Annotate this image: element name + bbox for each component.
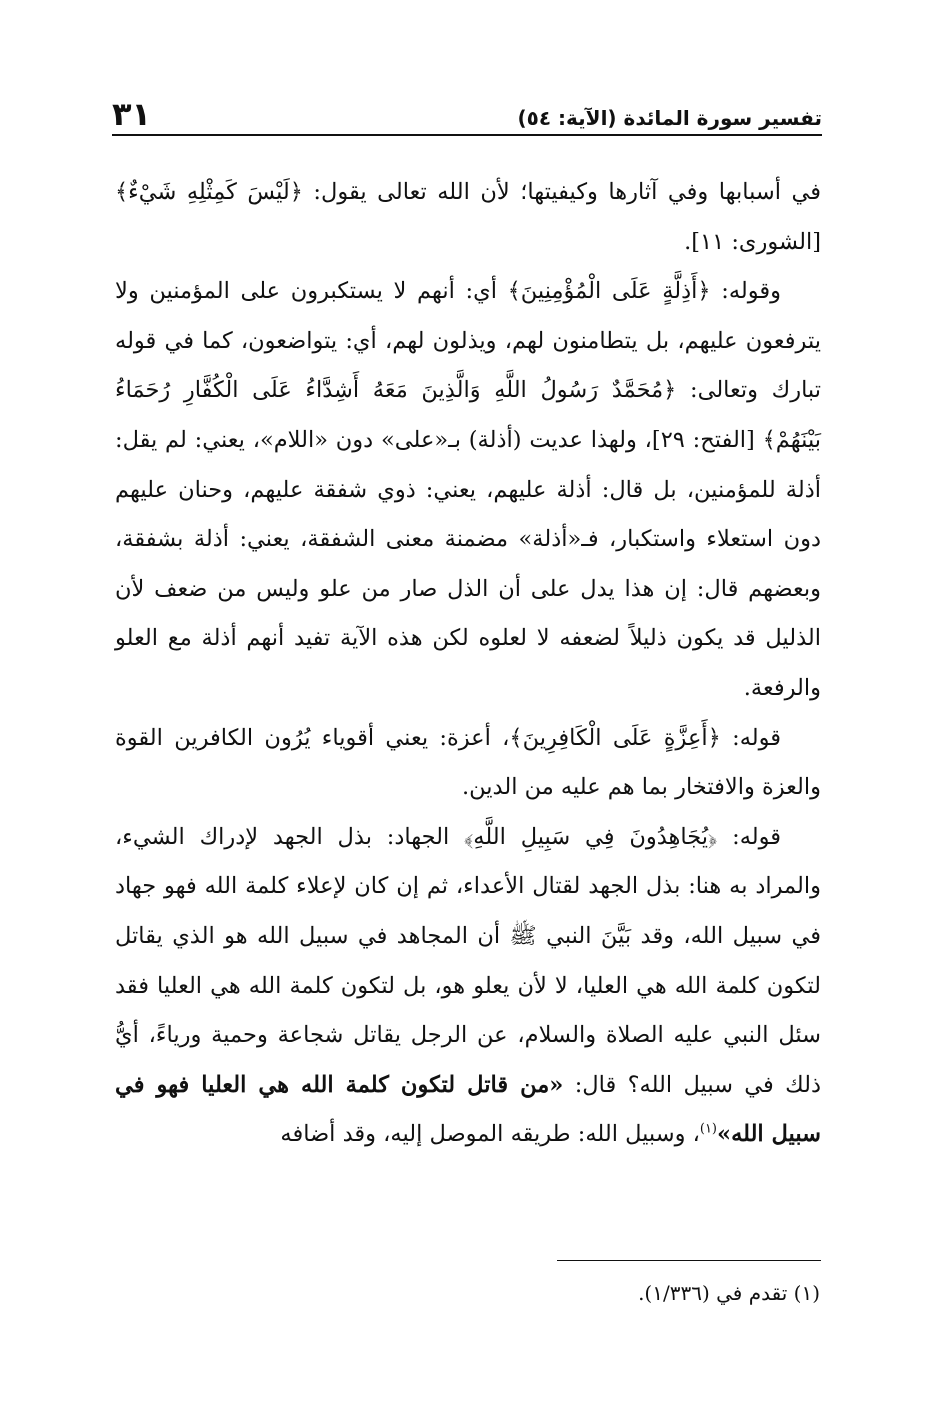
quran-verse: ﴿لَيْسَ كَمِثْلِهِ شَيْءٌ﴾ <box>115 179 303 205</box>
text: وقوله: <box>710 278 781 305</box>
footnote-ref: (١) <box>699 1121 717 1137</box>
footnote-rule <box>557 1260 821 1261</box>
paragraph-3 <box>115 714 821 813</box>
header-rule <box>112 134 822 136</box>
text: [الشورى: ١١]. <box>684 228 821 255</box>
body-text <box>115 168 821 1160</box>
quran-verse: ﴿أَذِلَّةٍ عَلَى الْمُؤْمِنِينَ﴾ <box>507 278 711 305</box>
text: قوله: <box>717 823 781 850</box>
paragraph-1 <box>115 168 821 267</box>
footnote: (١) تقدم في (١/٣٣٦). <box>638 1281 820 1305</box>
text: [الفتح: ٢٩]، ولهذا عديت (أذلة) بـ«على» دون «اللام»، يعني: لم يقل: أذلة للمؤمنين، بل قال: أذلة عليهم، يعني: ذوي شفقة عليهم، وحنان عليهم دون استعلاء واستكبار، فـ«أذلة» مضمنة معنى الشفقة، يعني: أذلة بشفقة، وبعضهم قال: إن هذا يدل على أن الذل صار من علو وليس من ضعف لأن الذليل قد يكون ذليلاً لضعفه لا لعلوه لكن هذه الآية تفيد أنهم أذلة مع العلو والرفعة. <box>115 426 821 701</box>
quran-verse: ﴿يُجَاهِدُونَ فِي سَبِيلِ اللَّهِ﴾ <box>464 823 718 850</box>
paragraph-2 <box>115 267 821 713</box>
quran-verse: ﴿أَعِزَّةٍ عَلَى الْكَافِرِينَ﴾ <box>509 724 721 751</box>
paragraph-4 <box>115 813 821 1160</box>
text: الجهاد: بذل الجهد لإدراك الشيء، والمراد به هنا: بذل الجهد لقتال الأعداء، ثم إن كان لإعلاء كلمة الله فهو جهاد في سبيل الله، وقد بَيَّنَ النبي ﷺ أن المجاهد في سبيل الله هو الذي يقاتل لتكون كلمة الله هي العليا، لا لأن يعلو هو، بل لتكون كلمة الله هي العليا فقد سئل النبي عليه الصلاة والسلام، عن الرجل يقاتل شجاعة وحمية ورياءً، أيُّ ذلك في سبيل الله؟ قال: <box>115 823 821 1098</box>
hadith-quote: «من قاتل لتكون كلمة الله هي العليا فهو في سبيل الله» <box>115 1071 821 1148</box>
text: ، أعزة: يعني أقوياء يُرُون الكافرين القوة والعزة والافتخار بما هم عليه من الدين. <box>115 724 821 801</box>
running-title: تفسير سورة المائدة (الآية: ٥٤) <box>517 106 822 130</box>
text: ، وسبيل الله: طريقه الموصل إليه، وقد أضافه <box>280 1121 700 1148</box>
page-header <box>112 94 822 133</box>
text: في أسبابها وفي آثارها وكيفيتها؛ لأن الله تعالى يقول: <box>302 179 821 205</box>
text: أي: أنهم لا يستكبرون على المؤمنين ولا يترفعون عليهم، بل يتطامنون لهم، ويذلون لهم، أي: يتواضعون، كما في قوله تبارك وتعالى: <box>115 278 821 404</box>
page-number: ٣١ <box>112 95 152 133</box>
quran-verse: ﴿مُحَمَّدٌ رَسُولُ اللَّهِ وَالَّذِينَ مَعَهُ أَشِدَّاءُ عَلَى الْكُفَّارِ رُحَمَاءُ بَيْنَهُمْ﴾ <box>115 377 821 453</box>
text: قوله: <box>720 724 781 751</box>
